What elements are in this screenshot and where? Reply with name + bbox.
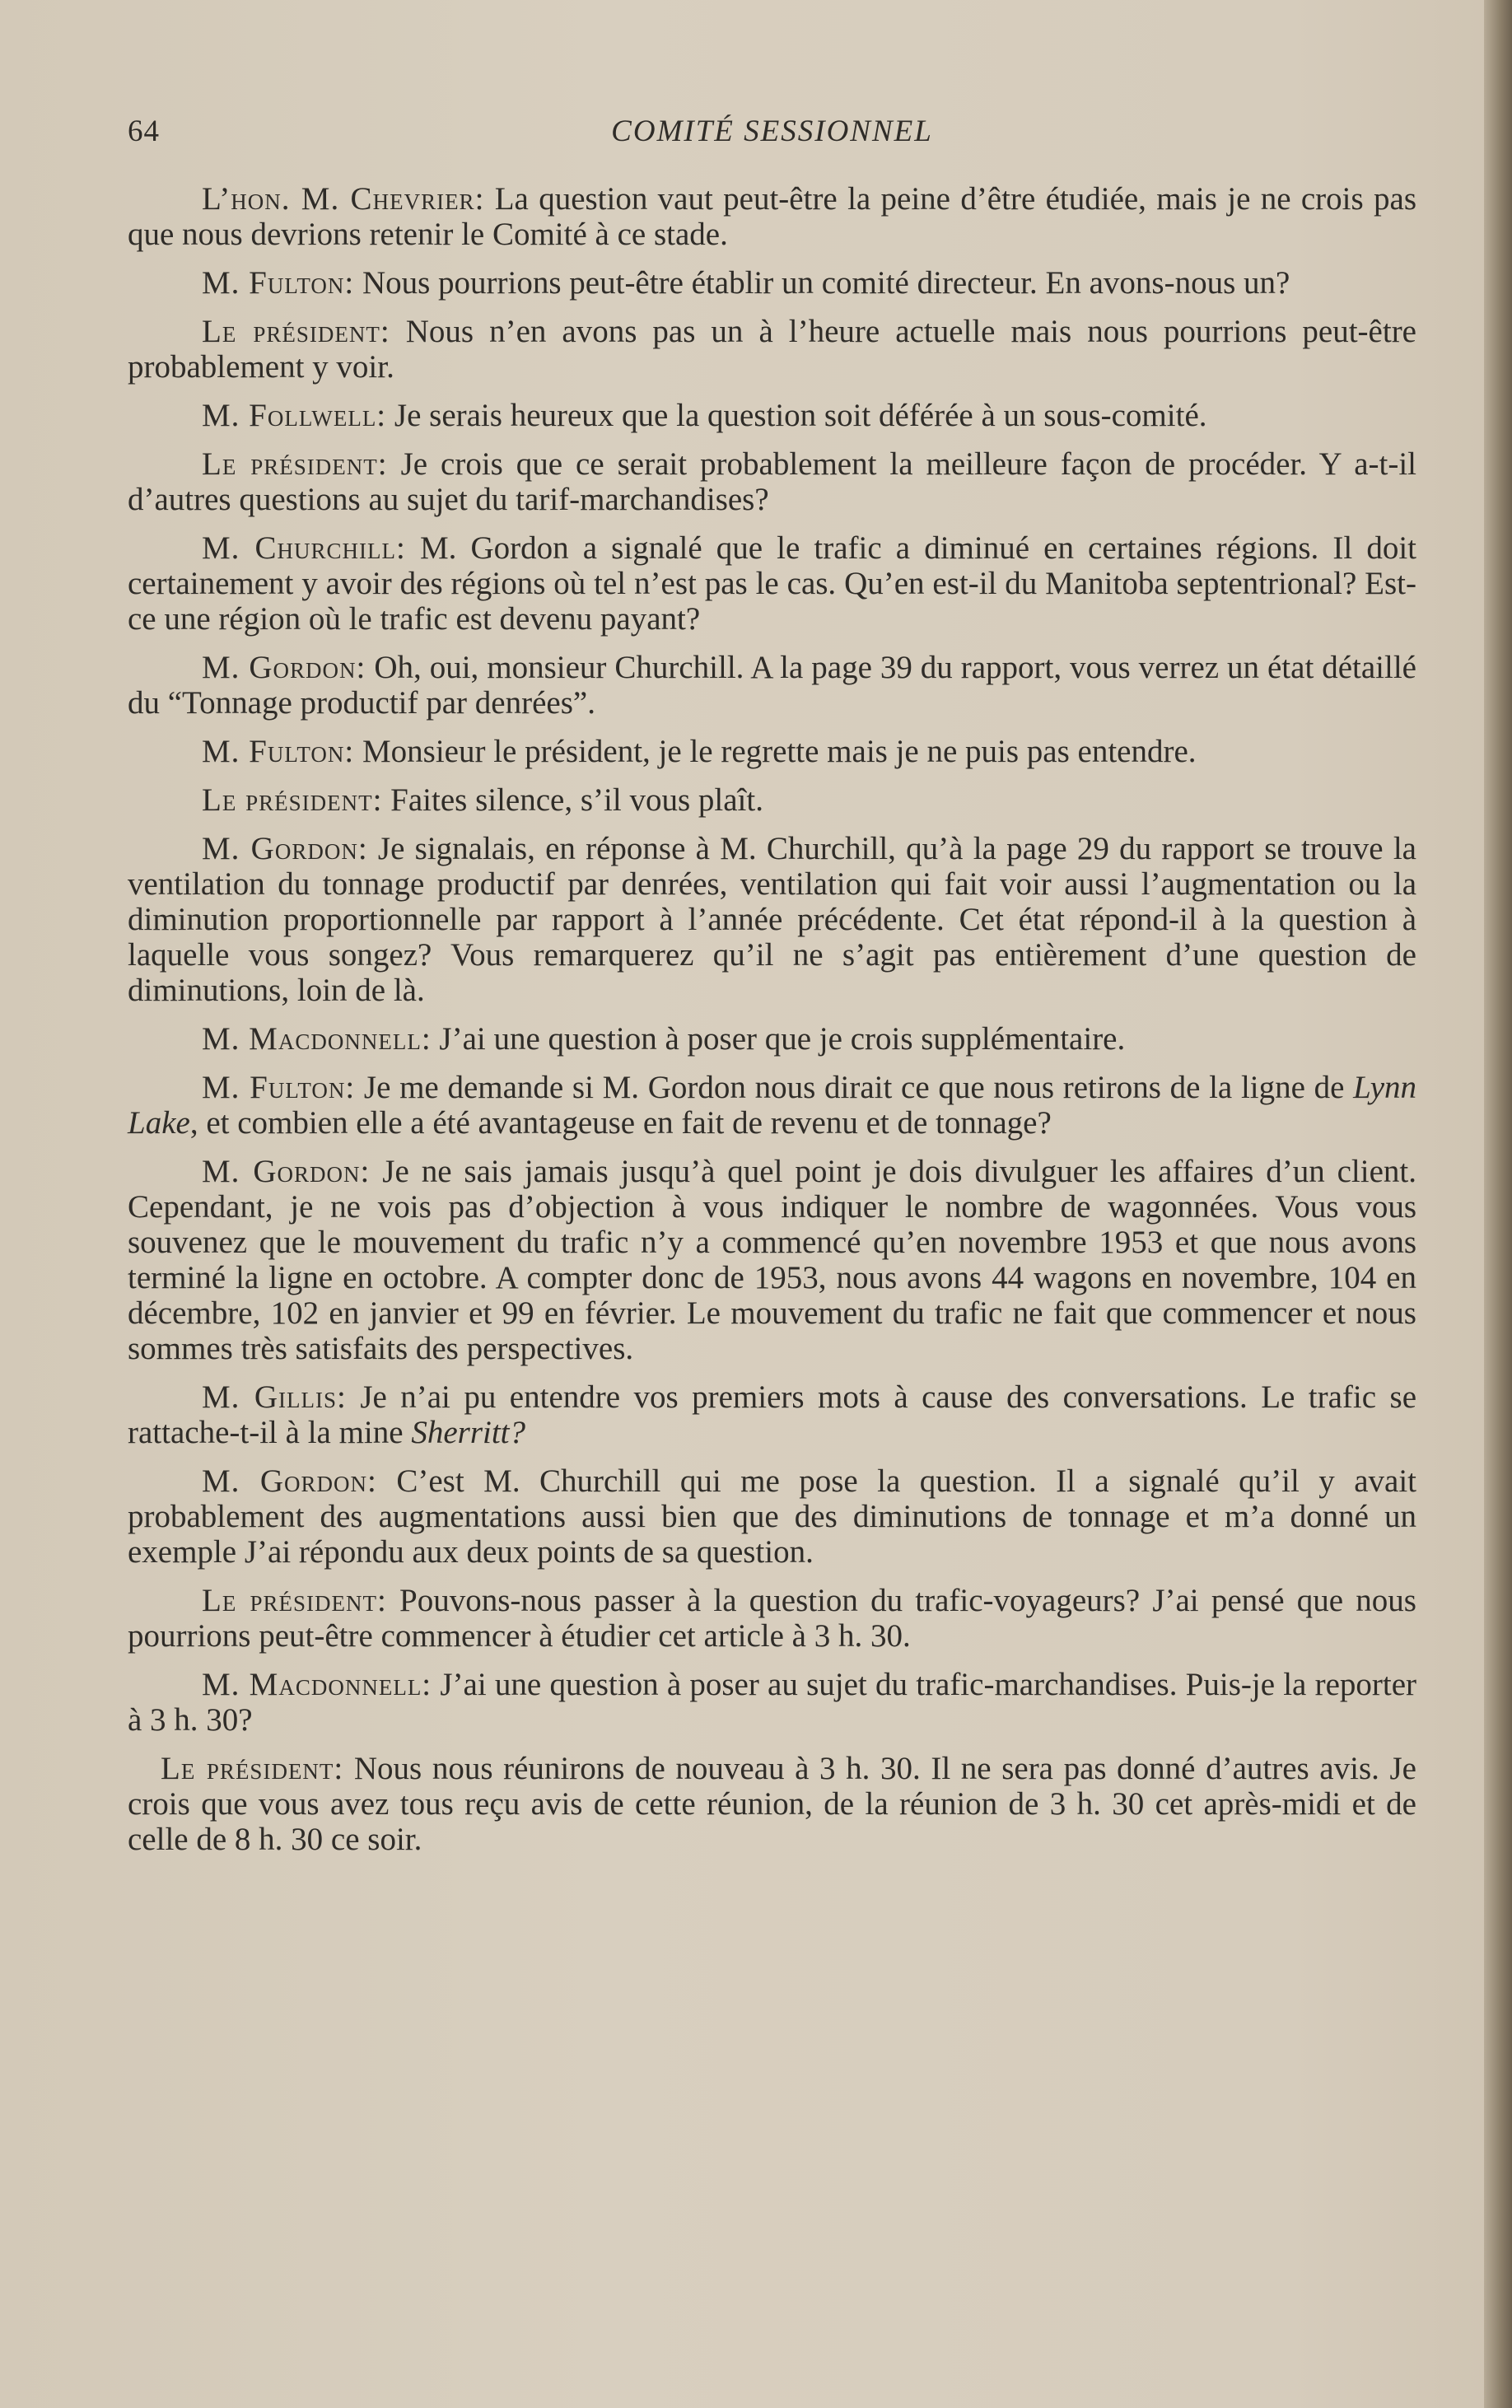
- paragraph-president: [128, 782, 1416, 818]
- speaker-name: M. Gordon:: [202, 1463, 377, 1499]
- speech-text: Je ne sais jamais jusqu’à quel point je dois divulguer les affaires d’un client. Cependant, je ne vois pas d’objection à vous indiquer le nombre de wagonnées. Vous vous souvenez que le mouvement du trafic n’y a commencé qu’en novembre 1953 et que nous avons terminé la ligne en octobre. A compter donc de 1953, nous avons 44 wagons en novembre, 104 en décembre, 102 en janvier et 99 en février. Le mouvement du trafic ne fait que commencer et nous sommes très satisfaits des perspectives.: [128, 1154, 1416, 1366]
- speaker-name: M. Churchill:: [202, 530, 406, 566]
- speech-text: Nous nous réunirons de nouveau à 3 h. 30. Il ne sera pas donné d’autres avis. Je crois que vous avez tous reçu avis de cette réunion, de la réunion de 3 h. 30 cet après-midi et de celle de 8 h. 30 ce soir.: [128, 1751, 1416, 1857]
- speaker-name: M. Gordon:: [202, 831, 368, 866]
- paragraph-president: [128, 314, 1416, 385]
- paragraph-fulton: [128, 265, 1416, 301]
- speech-text: Je signalais, en réponse à M. Churchill, qu’à la page 29 du rapport se trouve la ventilation du tonnage productif par denrées, ventilation qui fait voir aussi l’augmentation ou la diminution proportionnelle par rapport à l’année précédente. Cet état répond-il à la question à laquelle vous songez? Vous remarquerez qu’il ne s’agit pas entièrement d’une question de diminutions, loin de là.: [128, 831, 1416, 1008]
- paragraph-fulton: [128, 734, 1416, 769]
- speaker-name: M. Gordon:: [202, 650, 366, 685]
- paragraph-fulton: [128, 1070, 1416, 1141]
- speech-text: Je crois que ce serait probablement la meilleure façon de procéder. Y a-t-il d’autres questions au sujet du tarif-marchandises?: [128, 446, 1416, 517]
- speaker-name: Le président:: [161, 1751, 344, 1786]
- paragraph-gillis: [128, 1379, 1416, 1450]
- speech-text: Je me demande si M. Gordon nous dirait ce que nous retirons de la ligne de: [355, 1070, 1354, 1105]
- paragraph-gordon: [128, 1154, 1416, 1366]
- speech-text: Nous n’en avons pas un à l’heure actuelle mais nous pourrions peut-être probablement y voir.: [128, 314, 1416, 385]
- speaker-name: M. Macdonnell:: [202, 1021, 432, 1057]
- speaker-name: M. Fulton:: [202, 1070, 356, 1105]
- speech-text: La question vaut peut-être la peine d’être étudiée, mais je ne crois pas que nous devrions retenir le Comité à ce stade.: [128, 181, 1416, 252]
- speech-text: Monsieur le président, je le regrette mais je ne puis pas entendre.: [354, 734, 1197, 769]
- speech-text: , et combien elle a été avantageuse en fait de revenu et de tonnage?: [189, 1105, 1052, 1141]
- speaker-name: M. Gillis:: [202, 1379, 347, 1415]
- speech-text: J’ai une question à poser au sujet du trafic-marchandises. Puis-je la reporter à 3 h. 30?: [128, 1667, 1417, 1738]
- paragraph-macdonnell: [128, 1021, 1416, 1057]
- paragraph-gordon: [128, 1463, 1416, 1570]
- paragraph-churchill: [128, 530, 1416, 637]
- speaker-name: Le président:: [202, 446, 388, 482]
- speech-text: M. Gordon a signalé que le trafic a diminué en certaines régions. Il doit certainement y avoir des régions où tel n’est pas le cas. Qu’en est-il du Manitoba septentrional? Est-ce une région où le trafic est devenu payant?: [128, 530, 1416, 637]
- page-number: 64: [128, 114, 160, 148]
- speech-text: Oh, oui, monsieur Churchill. A la page 39 du rapport, vous verrez un état détaillé du “Tonnage productif par denrées”.: [128, 650, 1416, 721]
- speech-text: Je serais heureux que la question soit déférée à un sous-comité.: [386, 398, 1207, 433]
- speech-text: Pouvons-nous passer à la question du trafic-voyageurs? J’ai pensé que nous pourrions peut-être commencer à étudier cet article à 3 h. 30.: [128, 1583, 1416, 1654]
- speech-text: Faites silence, s’il vous plaît.: [382, 782, 763, 818]
- speaker-name: M. Macdonnell:: [202, 1667, 432, 1702]
- speaker-name: Le président:: [202, 1583, 387, 1618]
- paragraph-chevrier: [128, 181, 1416, 252]
- running-title: COMITÉ SESSIONNEL: [611, 114, 933, 148]
- paragraph-gordon: [128, 831, 1416, 1008]
- speaker-name: M. Fulton:: [202, 734, 355, 769]
- speaker-name: Le président:: [202, 314, 390, 349]
- emphasis-text: Sherritt?: [411, 1415, 525, 1450]
- speaker-name: L’hon. M. Chevrier:: [202, 181, 485, 217]
- speech-text: Nous pourrions peut-être établir un comité directeur. En avons-nous un?: [354, 265, 1290, 301]
- paragraph-president: [128, 1583, 1416, 1654]
- paragraph-president: [128, 1751, 1416, 1857]
- speech-text: Je n’ai pu entendre vos premiers mots à cause des conversations. Le trafic se rattache-t-il à la mine: [128, 1379, 1416, 1450]
- paragraph-president: [128, 446, 1416, 517]
- paragraph-gordon: [128, 650, 1416, 721]
- page-header: [128, 114, 1416, 153]
- speaker-name: Le président:: [202, 782, 383, 818]
- paragraph-macdonnell: [128, 1667, 1416, 1738]
- speaker-name: M. Gordon:: [202, 1154, 371, 1189]
- speaker-name: M. Fulton:: [202, 265, 355, 301]
- speech-text: C’est M. Churchill qui me pose la question. Il a signalé qu’il y avait probablement des augmentations aussi bien que des diminutions de tonnage et m’a donné un exemple J’ai répondu aux deux points de sa question.: [128, 1463, 1417, 1570]
- emphasis-text: Lynn Lake: [128, 1070, 1417, 1141]
- transcript-body: [128, 181, 1416, 1870]
- speaker-name: M. Follwell:: [202, 398, 387, 433]
- speech-text: J’ai une question à poser que je crois supplémentaire.: [431, 1021, 1126, 1057]
- page-binding-edge: [1484, 0, 1512, 2408]
- paragraph-follwell: [128, 398, 1416, 433]
